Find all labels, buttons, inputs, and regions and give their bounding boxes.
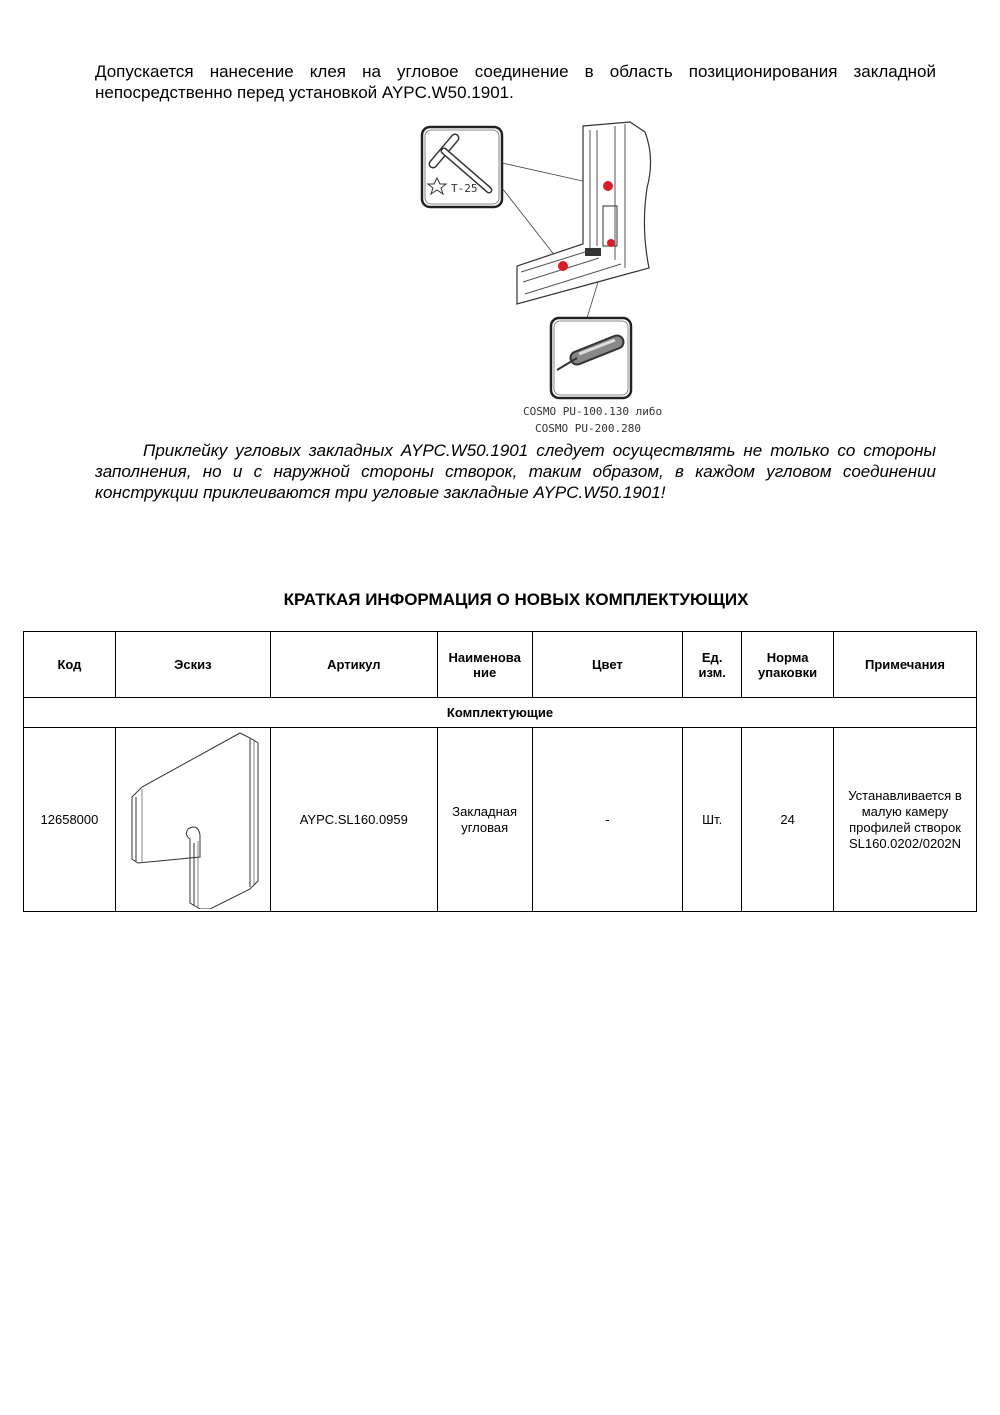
note-paragraph: Приклейку угловых закладных AYPC.W50.1901 следует осуществлять не только со стороны заполнения, но и с наружной стороны створок, таким образом, в каждом угловом соединении конструкции приклеиваются три угловые закладные AYPC.W50.1901! bbox=[95, 441, 936, 502]
sealant-cartridge-icon bbox=[551, 318, 631, 398]
tool-label: T-25 bbox=[451, 182, 478, 195]
cell-notes: Устанавливается в малую камеру профилей створок SL160.0202/0202N bbox=[834, 728, 977, 912]
table-header-row bbox=[24, 632, 977, 698]
corner-assembly-illustration bbox=[415, 118, 675, 436]
cell-name: Закладная угловая bbox=[437, 728, 532, 912]
section-title: КРАТКАЯ ИНФОРМАЦИЯ О НОВЫХ КОМПЛЕКТУЮЩИХ bbox=[283, 590, 749, 609]
components-table bbox=[23, 631, 977, 912]
group-label: Комплектующие bbox=[24, 698, 977, 728]
cell-article: AYPC.SL160.0959 bbox=[270, 728, 437, 912]
header-sketch: Эскиз bbox=[115, 632, 270, 698]
header-article: Артикул bbox=[270, 632, 437, 698]
intro-paragraph: Допускается нанесение клея на угловое соединение в область позиционирования закладной непосредственно перед установкой AYPC.W50.1901. bbox=[95, 62, 936, 102]
corner-profile-drawing bbox=[517, 122, 651, 304]
header-unit: Ед. изм. bbox=[683, 632, 742, 698]
cell-unit: Шт. bbox=[683, 728, 742, 912]
table-row bbox=[24, 728, 977, 912]
header-code: Код bbox=[24, 632, 116, 698]
header-color: Цвет bbox=[532, 632, 683, 698]
assembly-figure bbox=[415, 118, 675, 436]
cell-sketch bbox=[115, 728, 270, 912]
cell-color: - bbox=[532, 728, 683, 912]
sealant-caption-line-1: COSMO PU-100.130 либо bbox=[523, 405, 663, 418]
sealant-caption-line-2: COSMO PU-200.280 bbox=[535, 422, 641, 435]
header-name: Наименова ние bbox=[437, 632, 532, 698]
table-group-row bbox=[24, 698, 977, 728]
header-pack: Норма упаковки bbox=[742, 632, 834, 698]
header-notes: Примечания bbox=[834, 632, 977, 698]
torx-key-icon bbox=[422, 127, 502, 207]
cell-pack: 24 bbox=[742, 728, 834, 912]
corner-insert-sketch bbox=[120, 731, 265, 909]
cell-code: 12658000 bbox=[24, 728, 116, 912]
